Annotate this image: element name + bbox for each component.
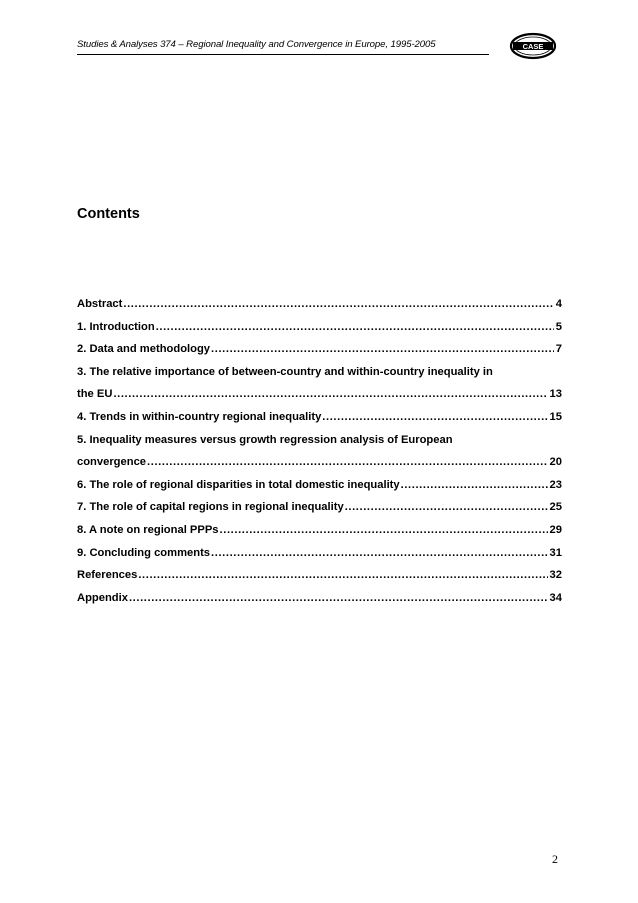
- toc-entry-label: 8. A note on regional PPPs: [77, 523, 219, 536]
- toc-page-number: 20: [549, 456, 562, 469]
- toc-dot-leader: [113, 388, 547, 400]
- toc-entry-label: 6. The role of regional disparities in total domestic inequality: [77, 478, 400, 491]
- toc-page-number: 7: [555, 343, 562, 356]
- toc-entry-label: the EU: [77, 388, 113, 401]
- toc-dot-leader: [138, 569, 547, 581]
- toc-entry-label: 4. Trends in within-country regional inequality: [77, 410, 322, 423]
- toc-dot-leader: [123, 298, 553, 310]
- running-title: Studies & Analyses 374 – Regional Inequality and Convergence in Europe, 1995-2005: [77, 39, 436, 50]
- toc-entry-label: 1. Introduction: [77, 320, 155, 333]
- toc-entry[interactable]: [77, 434, 562, 457]
- toc-entry[interactable]: [77, 388, 562, 411]
- toc-entry[interactable]: [77, 456, 562, 479]
- toc-dot-leader: [129, 592, 548, 604]
- toc-entry[interactable]: [77, 569, 562, 592]
- toc-dot-leader: [345, 501, 548, 513]
- toc-dot-leader: [147, 456, 548, 468]
- svg-text:CASE: CASE: [522, 42, 544, 51]
- toc-entry[interactable]: [77, 501, 562, 524]
- toc-page-number: 13: [549, 388, 562, 401]
- toc-page-number: 15: [549, 410, 562, 423]
- toc-entry[interactable]: [77, 547, 562, 570]
- toc-page-number: 34: [549, 591, 562, 604]
- toc-dot-leader: [322, 411, 547, 423]
- toc-entry[interactable]: [77, 411, 562, 434]
- toc-entry[interactable]: [77, 524, 562, 547]
- toc-page-number: 31: [549, 546, 562, 559]
- toc-entry-label: 3. The relative importance of between-country and within-country inequality in: [77, 365, 493, 378]
- toc-entry[interactable]: [77, 321, 562, 344]
- toc-entry[interactable]: [77, 479, 562, 502]
- toc-dot-leader: [211, 343, 554, 355]
- toc-entry-label: Abstract: [77, 298, 123, 310]
- toc-page-number: 29: [549, 523, 562, 536]
- toc-page-number: 32: [549, 569, 562, 582]
- contents-heading: Contents: [77, 206, 140, 222]
- toc-entry[interactable]: [77, 298, 562, 321]
- toc-entry-label: 5. Inequality measures versus growth regression analysis of European: [77, 433, 453, 446]
- toc-dot-leader: [401, 479, 548, 491]
- table-of-contents: [77, 298, 562, 614]
- toc-page-number: 25: [549, 501, 562, 514]
- toc-entry-label: 9. Concluding comments: [77, 546, 211, 559]
- toc-dot-leader: [156, 321, 554, 333]
- case-logo: [509, 32, 557, 60]
- page-number: 2: [552, 852, 558, 866]
- toc-entry-label: References: [77, 569, 138, 582]
- toc-page-number: 5: [555, 320, 562, 333]
- toc-dot-leader: [211, 547, 548, 559]
- toc-entry[interactable]: [77, 592, 562, 615]
- toc-entry[interactable]: [77, 366, 562, 389]
- header-rule: [77, 54, 489, 55]
- toc-entry-label: 2. Data and methodology: [77, 343, 211, 356]
- toc-entry[interactable]: [77, 343, 562, 366]
- toc-page-number: 4: [555, 298, 562, 310]
- toc-entry-label: convergence: [77, 456, 147, 469]
- page-header: [77, 38, 559, 60]
- toc-page-number: 23: [549, 478, 562, 491]
- toc-dot-leader: [220, 524, 548, 536]
- toc-entry-label: Appendix: [77, 591, 128, 604]
- toc-entry-label: 7. The role of capital regions in regional inequality: [77, 501, 344, 514]
